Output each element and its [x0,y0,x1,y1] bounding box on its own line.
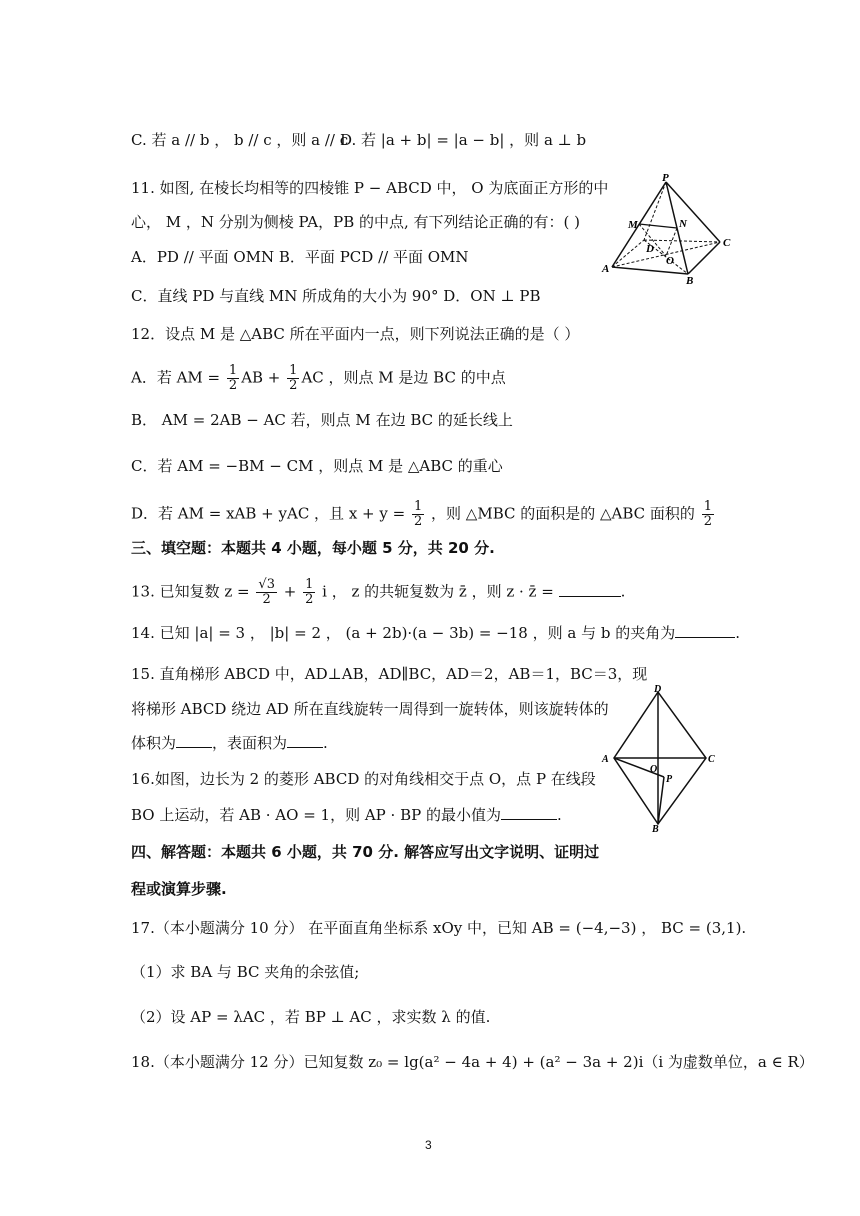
q16-label-d: D [654,684,662,695]
page-number: 3 [425,1138,432,1152]
q13-answer-blank [559,582,621,597]
q11-stem-line2: 心， M ，N 分别为侧棱 PA，PB 的中点, 有下列结论正确的有：( ) [131,213,580,231]
section-4-heading-line1: 四、解答题：本题共 6 小题，共 70 分. 解答应写出文字说明、证明过 [131,843,600,861]
q16-label-p: P [666,774,673,785]
q13-line: 13. 已知复数 z = $\frac{√3}{2}$ + $\frac{1}{2}$ i ， z 的共轭复数为 z̄ ，则 z · z̄ = . [131,577,626,607]
q11-label-n: N [679,218,687,230]
q17-stem: 17.（本小题满分 10 分） 在平面直角坐标系 xOy 中，已知 AB = (−4,−3) ， BC = (3,1). [131,919,747,937]
section-3-heading: 三、填空题：本题共 4 小题，每小题 5 分，共 20 分. [131,539,495,557]
q11-label-m: M [628,219,638,231]
q16-rhombus-figure [596,682,726,832]
q16-label-c: C [708,754,715,765]
q15-line3: 体积为 ，表面积为 . [131,734,328,752]
q10-option-c: C. 若 a // b ， b // c ，则 a // c [131,131,349,149]
q18-stem: 18.（本小题满分 12 分）已知复数 z₀ = lg(a² − 4a + 4) + (a² − 3a + 2)i（i 为虚数单位，a ∈ R） [131,1053,814,1071]
q11-label-d: D [646,243,654,255]
q17-part2: （2）设 AP = λAC ，若 BP ⊥ AC ，求实数 λ 的值. [131,1008,491,1026]
q12-option-a: A．若 AM = $\frac{1}{2}$ AB + $\frac{1}{2}$ AC ，则点 M 是边 BC 的中点 [131,363,506,393]
section-4-heading-line2: 程或演算步骤. [131,880,227,898]
q15-area-blank [287,733,323,748]
q12-option-b: B． AM = 2AB − AC 若，则点 M 在边 BC 的延长线上 [131,411,513,429]
q17-part1: （1）求 BA 与 BC 夹角的余弦值; [131,963,360,981]
q15-volume-blank [176,733,212,748]
q11-label-a: A [602,263,610,275]
q14-line: 14. 已知 |a| = 3 ， |b| = 2 ， (a + 2b)·(a − 3b) = −18 ，则 a 与 b 的夹角为 . [131,624,741,642]
q16-label-b: B [652,824,659,832]
q11-label-p: P [662,172,669,184]
q15-line1: 15. 直角梯形 ABCD 中，AD⊥AB，AD∥BC，AD＝2，AB＝1，BC＝3，现 [131,665,648,683]
q11-options-ab: A．PD // 平面 OMN B．平面 PCD // 平面 OMN [131,248,469,266]
q11-label-b: B [686,275,694,284]
q11-options-cd: C．直线 PD 与直线 MN 所成角的大小为 90° D．ON ⊥ PB [131,287,541,305]
q11-label-o: O [666,255,674,267]
q12-option-c: C．若 AM = −BM − CM ，则点 M 是 △ABC 的重心 [131,457,503,475]
q10-option-d: D. 若 |a + b| = |a − b| ，则 a ⊥ b [340,131,587,149]
q11-label-c: C [723,237,731,249]
q16-answer-blank [501,805,557,820]
q12-stem: 12．设点 M 是 △ABC 所在平面内一点，则下列说法正确的是（ ） [131,325,580,343]
q11-pyramid-figure [600,172,735,284]
q16-line1: 16.如图，边长为 2 的菱形 ABCD 的对角线相交于点 O，点 P 在线段 [131,770,596,788]
q12-option-d: D．若 AM = xAB + yAC ，且 x + y = $\frac{1}{2}$ ，则 △MBC 的面积是的 △ABC 面积的 $\frac{1}{2}$ [131,499,712,529]
q11-stem-line1: 11. 如图, 在棱长均相等的四棱锥 P − ABCD 中， O 为底面正方形的中 [131,179,609,197]
q16-line2: BO 上运动，若 AB · AO = 1，则 AP · BP 的最小值为 . [131,806,562,824]
q16-label-o: O [650,764,658,775]
q15-line2: 将梯形 ABCD 绕边 AD 所在直线旋转一周得到一旋转体，则该旋转体的 [131,700,609,718]
q14-answer-blank [675,623,735,638]
q16-label-a: A [602,754,609,765]
